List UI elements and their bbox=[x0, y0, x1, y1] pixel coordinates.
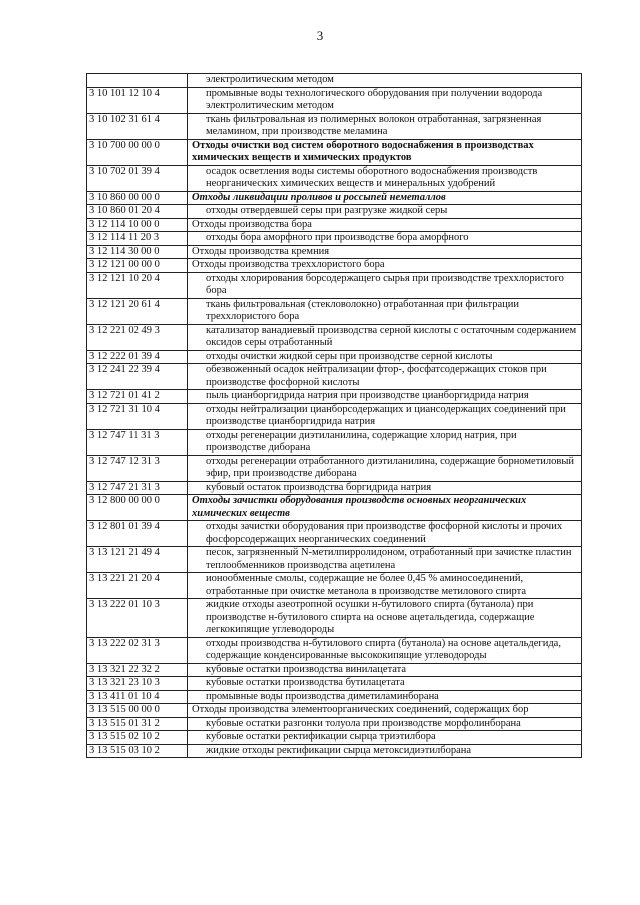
waste-code-cell: 3 12 121 10 20 4 bbox=[87, 272, 188, 298]
waste-description-cell: Отходы зачистки оборудования производств основных неорганических химических веществ bbox=[188, 495, 582, 521]
table-row bbox=[87, 232, 582, 246]
waste-description-cell: кубовый остаток производства боргидрида натрия bbox=[188, 481, 582, 495]
waste-description-cell: отходы хлорирования борсодержащего сырья при производстве треххлористого бора bbox=[188, 272, 582, 298]
waste-code-cell: 3 13 515 01 31 2 bbox=[87, 717, 188, 731]
waste-description-cell: отходы зачистки оборудования при производстве фосфорной кислоты и прочих фосфорсодержащих неорганических соединений bbox=[188, 521, 582, 547]
waste-code-cell: 3 13 121 21 49 4 bbox=[87, 547, 188, 573]
waste-description-cell: Отходы производства элементоорганических соединений, содержащих бор bbox=[188, 704, 582, 718]
waste-description-cell: обезвоженный осадок нейтрализации фтор-, фосфатсодержащих стоков при производстве фосфорной кислоты bbox=[188, 364, 582, 390]
waste-description-cell: кубовые остатки производства винилацетата bbox=[188, 663, 582, 677]
waste-description-cell: кубовые остатки производства бутилацетата bbox=[188, 677, 582, 691]
table-row bbox=[87, 481, 582, 495]
waste-code-cell: 3 13 515 02 10 2 bbox=[87, 731, 188, 745]
waste-code-cell: 3 12 747 12 31 3 bbox=[87, 455, 188, 481]
waste-code-cell: 3 12 241 22 39 4 bbox=[87, 364, 188, 390]
waste-code-cell: 3 13 515 03 10 2 bbox=[87, 744, 188, 758]
waste-code-cell: 3 10 700 00 00 0 bbox=[87, 139, 188, 165]
table-row bbox=[87, 245, 582, 259]
waste-description-cell: катализатор ванадиевый производства серной кислоты с остаточным содержанием оксидов серы отработанный bbox=[188, 324, 582, 350]
table-body bbox=[87, 74, 582, 758]
waste-code-cell: 3 12 800 00 00 0 bbox=[87, 495, 188, 521]
table-row bbox=[87, 677, 582, 691]
waste-description-cell: отходы нейтрализации цианборсодержащих и циансодержащих соединений при производстве цианборгидрида натрия bbox=[188, 403, 582, 429]
waste-description-cell: промывные воды технологического оборудования при получении водорода электролитическим методом bbox=[188, 87, 582, 113]
table-row bbox=[87, 298, 582, 324]
table-row bbox=[87, 717, 582, 731]
waste-description-cell: ткань фильтровальная из полимерных волокон отработанная, загрязненная меламином, при производстве меламина bbox=[188, 113, 582, 139]
table-row bbox=[87, 637, 582, 663]
waste-code-cell: 3 12 747 21 31 3 bbox=[87, 481, 188, 495]
waste-code-cell: 3 10 102 31 61 4 bbox=[87, 113, 188, 139]
waste-description-cell: осадок осветления воды системы оборотного водоснабжения производств неорганических химических веществ и минеральных удобрений bbox=[188, 165, 582, 191]
waste-code-cell: 3 12 222 01 39 4 bbox=[87, 350, 188, 364]
waste-description-cell: ткань фильтровальная (стекловолокно) отработанная при фильтрации треххлористого бора bbox=[188, 298, 582, 324]
waste-description-cell: жидкие отходы азеотропной осушки н-бутилового спирта (бутанола) при производстве н-бутилового спирта на основе ацетальдегида, содержащие легкокипящие углеводороды bbox=[188, 599, 582, 638]
waste-description-cell: отходы производства н-бутилового спирта (бутанола) на основе ацетальдегида, содержащие конденсированные высококипящие углеводороды bbox=[188, 637, 582, 663]
table-row bbox=[87, 165, 582, 191]
table-row bbox=[87, 272, 582, 298]
waste-code-cell: 3 12 114 11 20 3 bbox=[87, 232, 188, 246]
table-row bbox=[87, 744, 582, 758]
waste-description-cell: электролитическим методом bbox=[188, 74, 582, 88]
page-number: 3 bbox=[316, 28, 324, 43]
table-row bbox=[87, 663, 582, 677]
waste-code-cell: 3 10 860 00 00 0 bbox=[87, 191, 188, 205]
waste-code-cell: 3 12 221 02 49 3 bbox=[87, 324, 188, 350]
waste-description-cell: Отходы ликвидации проливов и россыпей неметаллов bbox=[188, 191, 582, 205]
table-row bbox=[87, 690, 582, 704]
waste-code-cell: 3 13 222 02 31 3 bbox=[87, 637, 188, 663]
table-row bbox=[87, 87, 582, 113]
waste-description-cell: отходы бора аморфного при производстве бора аморфного bbox=[188, 232, 582, 246]
table-row bbox=[87, 547, 582, 573]
table-row bbox=[87, 191, 582, 205]
waste-code-cell: 3 12 114 30 00 0 bbox=[87, 245, 188, 259]
waste-code-cell: 3 10 860 01 20 4 bbox=[87, 205, 188, 219]
waste-code-cell: 3 13 515 00 00 0 bbox=[87, 704, 188, 718]
waste-code-cell: 3 10 101 12 10 4 bbox=[87, 87, 188, 113]
waste-description-cell: пыль цианборгидрида натрия при производстве цианборгидрида натрия bbox=[188, 390, 582, 404]
waste-code-cell: 3 12 801 01 39 4 bbox=[87, 521, 188, 547]
waste-description-cell: Отходы очистки вод систем оборотного водоснабжения в производствах химических веществ и химических продуктов bbox=[188, 139, 582, 165]
waste-description-cell: кубовые остатки разгонки толуола при производстве морфолинборана bbox=[188, 717, 582, 731]
table-row bbox=[87, 573, 582, 599]
table-row bbox=[87, 324, 582, 350]
table-row bbox=[87, 599, 582, 638]
waste-description-cell: песок, загрязненный N-метилпирролидоном, отработанный при зачистке пластин теплообменников производства ацетилена bbox=[188, 547, 582, 573]
waste-code-cell: 3 12 721 01 41 2 bbox=[87, 390, 188, 404]
waste-description-cell: отходы регенерации диэтиланилина, содержащие хлорид натрия, при производстве диборана bbox=[188, 429, 582, 455]
table-row bbox=[87, 403, 582, 429]
waste-code-cell: 3 13 222 01 10 3 bbox=[87, 599, 188, 638]
table-row bbox=[87, 139, 582, 165]
table-row bbox=[87, 205, 582, 219]
waste-classification-table bbox=[86, 73, 582, 758]
table-row bbox=[87, 113, 582, 139]
waste-code-cell: 3 12 121 00 00 0 bbox=[87, 259, 188, 273]
table-row bbox=[87, 495, 582, 521]
table-row bbox=[87, 521, 582, 547]
table-row bbox=[87, 74, 582, 88]
waste-description-cell: отходы регенерации отработанного диэтиланилина, содержащие борнометиловый эфир, при производстве диборана bbox=[188, 455, 582, 481]
table-row bbox=[87, 704, 582, 718]
table-row bbox=[87, 350, 582, 364]
table-row bbox=[87, 390, 582, 404]
waste-description-cell: Отходы производства кремния bbox=[188, 245, 582, 259]
table-row bbox=[87, 218, 582, 232]
waste-code-cell: 3 12 114 10 00 0 bbox=[87, 218, 188, 232]
waste-description-cell: ионообменные смолы, содержащие не более 0,45 % аминосоединений, отработанные при очистке метанола в производстве метилового спирта bbox=[188, 573, 582, 599]
waste-description-cell: Отходы производства бора bbox=[188, 218, 582, 232]
waste-description-cell: отходы очистки жидкой серы при производстве серной кислоты bbox=[188, 350, 582, 364]
table-row bbox=[87, 731, 582, 745]
waste-code-cell bbox=[87, 74, 188, 88]
waste-code-cell: 3 13 411 01 10 4 bbox=[87, 690, 188, 704]
waste-code-cell: 3 13 321 22 32 2 bbox=[87, 663, 188, 677]
waste-code-cell: 3 10 702 01 39 4 bbox=[87, 165, 188, 191]
waste-code-cell: 3 12 121 20 61 4 bbox=[87, 298, 188, 324]
waste-code-cell: 3 12 721 31 10 4 bbox=[87, 403, 188, 429]
waste-description-cell: промывные воды производства диметиламинборана bbox=[188, 690, 582, 704]
waste-description-cell: кубовые остатки ректификации сырца триэтилбора bbox=[188, 731, 582, 745]
waste-code-cell: 3 12 747 11 31 3 bbox=[87, 429, 188, 455]
table-row bbox=[87, 429, 582, 455]
table-row bbox=[87, 364, 582, 390]
waste-description-cell: жидкие отходы ректификации сырца метоксидиэтилборана bbox=[188, 744, 582, 758]
waste-description-cell: Отходы производства треххлористого бора bbox=[188, 259, 582, 273]
table-row bbox=[87, 455, 582, 481]
waste-description-cell: отходы отвердевшей серы при разгрузке жидкой серы bbox=[188, 205, 582, 219]
waste-code-cell: 3 13 321 23 10 3 bbox=[87, 677, 188, 691]
table-row bbox=[87, 259, 582, 273]
waste-code-cell: 3 13 221 21 20 4 bbox=[87, 573, 188, 599]
